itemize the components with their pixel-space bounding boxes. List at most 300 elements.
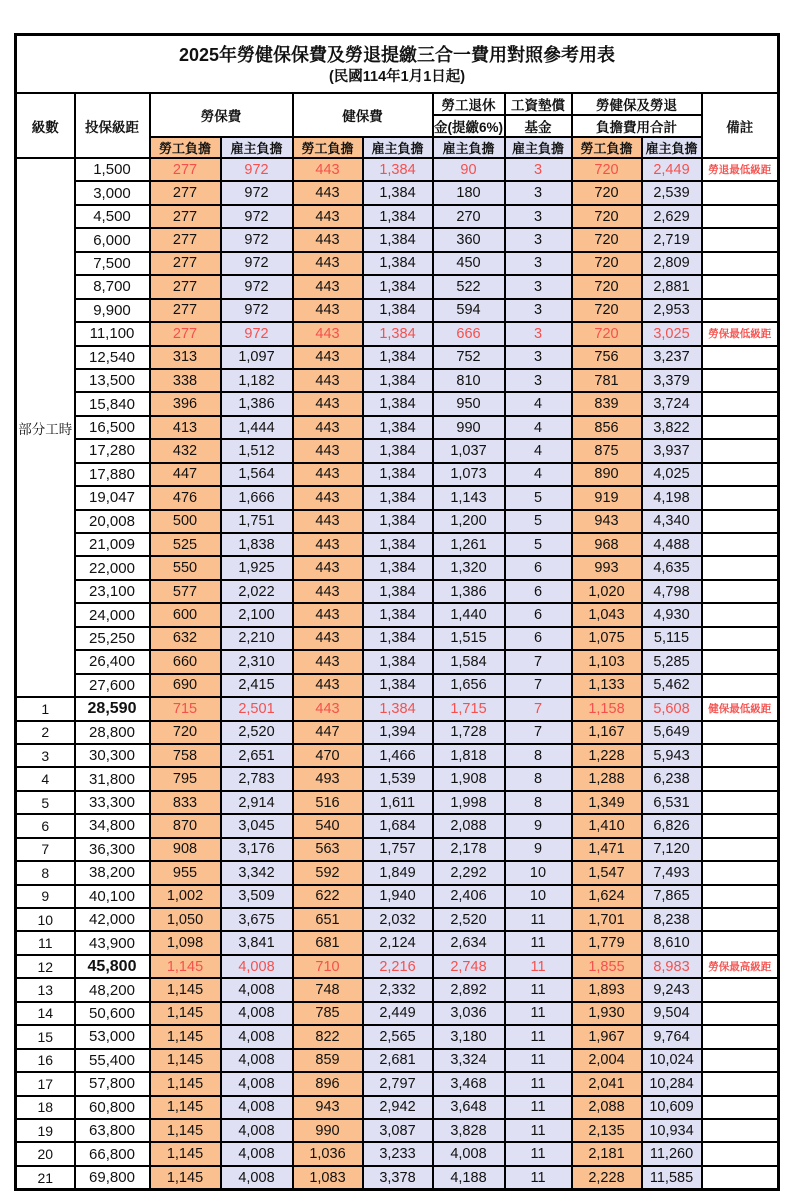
value-cell: 1,384 <box>363 580 433 603</box>
value-cell: 1,384 <box>363 674 433 697</box>
bracket-cell: 33,300 <box>75 791 150 814</box>
value-cell: 1,073 <box>433 463 505 486</box>
remark-cell <box>702 252 779 275</box>
value-cell: 1,386 <box>221 392 293 415</box>
value-cell: 443 <box>293 228 363 251</box>
subheader-health-employee: 勞工負擔 <box>293 137 363 158</box>
remark-cell: 健保最低級距 <box>702 697 779 720</box>
value-cell: 2,088 <box>433 814 505 837</box>
bracket-cell: 69,800 <box>75 1166 150 1190</box>
value-cell: 10,284 <box>642 1072 702 1095</box>
value-cell: 2,953 <box>642 299 702 322</box>
remark-cell <box>702 1072 779 1095</box>
value-cell: 1,564 <box>221 463 293 486</box>
value-cell: 1,288 <box>572 767 642 790</box>
value-cell: 3,036 <box>433 1002 505 1025</box>
value-cell: 1,384 <box>363 650 433 673</box>
value-cell: 720 <box>572 181 642 204</box>
value-cell: 3 <box>505 158 572 181</box>
value-cell: 6 <box>505 627 572 650</box>
subheader-health-employer: 雇主負擔 <box>363 137 433 158</box>
value-cell: 1,384 <box>363 369 433 392</box>
value-cell: 4,635 <box>642 556 702 579</box>
value-cell: 1,384 <box>363 533 433 556</box>
value-cell: 795 <box>150 767 221 790</box>
value-cell: 432 <box>150 439 221 462</box>
level-cell: 8 <box>16 861 75 884</box>
value-cell: 10,609 <box>642 1096 702 1119</box>
bracket-cell: 1,500 <box>75 158 150 181</box>
value-cell: 710 <box>293 955 363 978</box>
value-cell: 443 <box>293 181 363 204</box>
value-cell: 525 <box>150 533 221 556</box>
value-cell: 8,610 <box>642 931 702 954</box>
value-cell: 1,083 <box>293 1166 363 1190</box>
value-cell: 2,539 <box>642 181 702 204</box>
value-cell: 413 <box>150 416 221 439</box>
table-row <box>16 158 779 181</box>
table-row <box>16 510 779 533</box>
col-header-bracket: 投保級距 <box>75 93 150 158</box>
value-cell: 277 <box>150 158 221 181</box>
value-cell: 3,937 <box>642 439 702 462</box>
value-cell: 11 <box>505 1119 572 1142</box>
value-cell: 972 <box>221 275 293 298</box>
value-cell: 2,216 <box>363 955 433 978</box>
value-cell: 7 <box>505 721 572 744</box>
table-row <box>16 814 779 837</box>
value-cell: 1,145 <box>150 1096 221 1119</box>
value-cell: 443 <box>293 299 363 322</box>
bracket-cell: 8,700 <box>75 275 150 298</box>
remark-cell <box>702 1025 779 1048</box>
value-cell: 810 <box>433 369 505 392</box>
header-row-1 <box>16 93 779 115</box>
remark-cell <box>702 275 779 298</box>
value-cell: 1,584 <box>433 650 505 673</box>
value-cell: 1,145 <box>150 1142 221 1165</box>
value-cell: 968 <box>572 533 642 556</box>
value-cell: 476 <box>150 486 221 509</box>
table-body <box>16 158 779 1190</box>
level-cell: 10 <box>16 908 75 931</box>
bracket-cell: 30,300 <box>75 744 150 767</box>
value-cell: 972 <box>221 322 293 345</box>
value-cell: 7 <box>505 697 572 720</box>
value-cell: 9 <box>505 814 572 837</box>
remark-cell: 勞保最高級距 <box>702 955 779 978</box>
value-cell: 4,930 <box>642 603 702 626</box>
bracket-cell: 38,200 <box>75 861 150 884</box>
value-cell: 443 <box>293 158 363 181</box>
remark-cell <box>702 721 779 744</box>
bracket-cell: 34,800 <box>75 814 150 837</box>
value-cell: 4,008 <box>221 1166 293 1190</box>
value-cell: 1,838 <box>221 533 293 556</box>
value-cell: 7 <box>505 674 572 697</box>
value-cell: 1,684 <box>363 814 433 837</box>
value-cell: 11 <box>505 1002 572 1025</box>
value-cell: 443 <box>293 275 363 298</box>
bracket-cell: 11,100 <box>75 322 150 345</box>
table-row <box>16 228 779 251</box>
value-cell: 2,210 <box>221 627 293 650</box>
table-row <box>16 533 779 556</box>
value-cell: 1,075 <box>572 627 642 650</box>
table-row <box>16 1049 779 1072</box>
remark-cell <box>702 533 779 556</box>
level-cell: 9 <box>16 885 75 908</box>
remark-cell <box>702 674 779 697</box>
value-cell: 4,008 <box>221 1025 293 1048</box>
value-cell: 715 <box>150 697 221 720</box>
table-row <box>16 603 779 626</box>
value-cell: 1,043 <box>572 603 642 626</box>
bracket-cell: 48,200 <box>75 978 150 1001</box>
value-cell: 180 <box>433 181 505 204</box>
value-cell: 2,178 <box>433 838 505 861</box>
value-cell: 1,384 <box>363 299 433 322</box>
remark-cell <box>702 486 779 509</box>
value-cell: 1,228 <box>572 744 642 767</box>
value-cell: 470 <box>293 744 363 767</box>
value-cell: 3,822 <box>642 416 702 439</box>
value-cell: 2,310 <box>221 650 293 673</box>
bracket-cell: 21,009 <box>75 533 150 556</box>
value-cell: 3 <box>505 299 572 322</box>
remark-cell <box>702 510 779 533</box>
value-cell: 338 <box>150 369 221 392</box>
value-cell: 3,378 <box>363 1166 433 1190</box>
value-cell: 955 <box>150 861 221 884</box>
value-cell: 1,728 <box>433 721 505 744</box>
value-cell: 1,098 <box>150 931 221 954</box>
table-row <box>16 885 779 908</box>
table-row <box>16 791 779 814</box>
value-cell: 1,145 <box>150 1072 221 1095</box>
level-cell: 20 <box>16 1142 75 1165</box>
bracket-cell: 25,250 <box>75 627 150 650</box>
value-cell: 1,384 <box>363 392 433 415</box>
value-cell: 720 <box>572 205 642 228</box>
value-cell: 990 <box>293 1119 363 1142</box>
value-cell: 993 <box>572 556 642 579</box>
value-cell: 1,471 <box>572 838 642 861</box>
value-cell: 277 <box>150 252 221 275</box>
value-cell: 908 <box>150 838 221 861</box>
bracket-cell: 27,600 <box>75 674 150 697</box>
value-cell: 781 <box>572 369 642 392</box>
value-cell: 600 <box>150 603 221 626</box>
value-cell: 2,748 <box>433 955 505 978</box>
level-cell: 18 <box>16 1096 75 1119</box>
value-cell: 2,892 <box>433 978 505 1001</box>
value-cell: 270 <box>433 205 505 228</box>
remark-cell <box>702 1096 779 1119</box>
bracket-cell: 13,500 <box>75 369 150 392</box>
value-cell: 4,198 <box>642 486 702 509</box>
table-row <box>16 931 779 954</box>
table-row <box>16 1002 779 1025</box>
table-row <box>16 674 779 697</box>
value-cell: 443 <box>293 510 363 533</box>
value-cell: 875 <box>572 439 642 462</box>
value-cell: 4,188 <box>433 1166 505 1190</box>
value-cell: 443 <box>293 533 363 556</box>
value-cell: 3,025 <box>642 322 702 345</box>
table-row <box>16 392 779 415</box>
value-cell: 2,041 <box>572 1072 642 1095</box>
subheader-total-employer: 雇主負擔 <box>642 137 702 158</box>
value-cell: 3 <box>505 181 572 204</box>
value-cell: 443 <box>293 463 363 486</box>
table-title-cell <box>16 35 779 94</box>
value-cell: 2,449 <box>363 1002 433 1025</box>
value-cell: 2,520 <box>433 908 505 931</box>
value-cell: 4,008 <box>221 1096 293 1119</box>
bracket-cell: 28,800 <box>75 721 150 744</box>
table-row <box>16 580 779 603</box>
value-cell: 3,237 <box>642 346 702 369</box>
col-header-pension-line2: 金(提繳6%) <box>433 115 505 137</box>
value-cell: 4,008 <box>221 955 293 978</box>
value-cell: 11,585 <box>642 1166 702 1190</box>
value-cell: 1,967 <box>572 1025 642 1048</box>
table-row <box>16 1096 779 1119</box>
value-cell: 443 <box>293 674 363 697</box>
value-cell: 3,087 <box>363 1119 433 1142</box>
value-cell: 2,629 <box>642 205 702 228</box>
value-cell: 1,386 <box>433 580 505 603</box>
value-cell: 839 <box>572 392 642 415</box>
remark-cell <box>702 556 779 579</box>
bracket-cell: 50,600 <box>75 1002 150 1025</box>
value-cell: 3,675 <box>221 908 293 931</box>
value-cell: 1,384 <box>363 252 433 275</box>
value-cell: 592 <box>293 861 363 884</box>
value-cell: 758 <box>150 744 221 767</box>
value-cell: 1,512 <box>221 439 293 462</box>
bracket-cell: 19,047 <box>75 486 150 509</box>
value-cell: 2,565 <box>363 1025 433 1048</box>
table-row <box>16 346 779 369</box>
bracket-cell: 31,800 <box>75 767 150 790</box>
value-cell: 443 <box>293 416 363 439</box>
level-cell: 11 <box>16 931 75 954</box>
bracket-cell: 17,880 <box>75 463 150 486</box>
value-cell: 943 <box>293 1096 363 1119</box>
value-cell: 1,384 <box>363 463 433 486</box>
value-cell: 3,180 <box>433 1025 505 1048</box>
value-cell: 4 <box>505 392 572 415</box>
value-cell: 2,634 <box>433 931 505 954</box>
value-cell: 990 <box>433 416 505 439</box>
value-cell: 11 <box>505 1142 572 1165</box>
level-cell: 5 <box>16 791 75 814</box>
remark-cell <box>702 299 779 322</box>
level-cell: 12 <box>16 955 75 978</box>
value-cell: 720 <box>572 322 642 345</box>
bracket-cell: 26,400 <box>75 650 150 673</box>
value-cell: 4 <box>505 439 572 462</box>
value-cell: 660 <box>150 650 221 673</box>
value-cell: 11 <box>505 1166 572 1190</box>
table-row <box>16 697 779 720</box>
value-cell: 1,145 <box>150 1049 221 1072</box>
value-cell: 277 <box>150 299 221 322</box>
remark-cell <box>702 838 779 861</box>
value-cell: 11,260 <box>642 1142 702 1165</box>
value-cell: 4,008 <box>433 1142 505 1165</box>
bracket-cell: 12,540 <box>75 346 150 369</box>
level-cell: 7 <box>16 838 75 861</box>
value-cell: 785 <box>293 1002 363 1025</box>
subheader-total-employee: 勞工負擔 <box>572 137 642 158</box>
value-cell: 1,855 <box>572 955 642 978</box>
value-cell: 943 <box>572 510 642 533</box>
value-cell: 6,238 <box>642 767 702 790</box>
value-cell: 720 <box>150 721 221 744</box>
value-cell: 1,751 <box>221 510 293 533</box>
table-row <box>16 767 779 790</box>
value-cell: 2,681 <box>363 1049 433 1072</box>
value-cell: 3,509 <box>221 885 293 908</box>
value-cell: 8 <box>505 767 572 790</box>
remark-cell <box>702 931 779 954</box>
value-cell: 2,797 <box>363 1072 433 1095</box>
value-cell: 360 <box>433 228 505 251</box>
value-cell: 1,050 <box>150 908 221 931</box>
value-cell: 3 <box>505 346 572 369</box>
remark-cell <box>702 1166 779 1190</box>
level-cell: 2 <box>16 721 75 744</box>
value-cell: 313 <box>150 346 221 369</box>
value-cell: 2,004 <box>572 1049 642 1072</box>
value-cell: 443 <box>293 205 363 228</box>
remark-cell <box>702 439 779 462</box>
remark-cell: 勞退最低級距 <box>702 158 779 181</box>
value-cell: 833 <box>150 791 221 814</box>
value-cell: 3 <box>505 205 572 228</box>
value-cell: 856 <box>572 416 642 439</box>
value-cell: 3,648 <box>433 1096 505 1119</box>
bracket-cell: 43,900 <box>75 931 150 954</box>
value-cell: 2,088 <box>572 1096 642 1119</box>
subheader-wage-fund-employer: 雇主負擔 <box>505 137 572 158</box>
value-cell: 9,504 <box>642 1002 702 1025</box>
value-cell: 720 <box>572 158 642 181</box>
value-cell: 563 <box>293 838 363 861</box>
value-cell: 2,651 <box>221 744 293 767</box>
value-cell: 632 <box>150 627 221 650</box>
table-row <box>16 181 779 204</box>
value-cell: 10 <box>505 861 572 884</box>
value-cell: 8,238 <box>642 908 702 931</box>
value-cell: 443 <box>293 369 363 392</box>
value-cell: 11 <box>505 1049 572 1072</box>
value-cell: 11 <box>505 908 572 931</box>
value-cell: 1,002 <box>150 885 221 908</box>
value-cell: 1,145 <box>150 1119 221 1142</box>
value-cell: 1,145 <box>150 1025 221 1048</box>
value-cell: 3,342 <box>221 861 293 884</box>
subheader-labor-employer: 雇主負擔 <box>221 137 293 158</box>
value-cell: 4,025 <box>642 463 702 486</box>
value-cell: 443 <box>293 627 363 650</box>
value-cell: 2,124 <box>363 931 433 954</box>
level-cell: 4 <box>16 767 75 790</box>
bracket-cell: 66,800 <box>75 1142 150 1165</box>
table-row <box>16 1119 779 1142</box>
value-cell: 1,036 <box>293 1142 363 1165</box>
value-cell: 4,488 <box>642 533 702 556</box>
value-cell: 2,181 <box>572 1142 642 1165</box>
value-cell: 7,120 <box>642 838 702 861</box>
value-cell: 4,798 <box>642 580 702 603</box>
bracket-cell: 45,800 <box>75 955 150 978</box>
level-cell: 1 <box>16 697 75 720</box>
value-cell: 277 <box>150 181 221 204</box>
value-cell: 2,881 <box>642 275 702 298</box>
col-header-pension-line1: 勞工退休 <box>433 93 505 115</box>
value-cell: 522 <box>433 275 505 298</box>
bracket-cell: 63,800 <box>75 1119 150 1142</box>
bracket-cell: 28,590 <box>75 697 150 720</box>
col-header-wage-fund-line1: 工資墊償 <box>505 93 572 115</box>
value-cell: 277 <box>150 228 221 251</box>
value-cell: 890 <box>572 463 642 486</box>
value-cell: 3 <box>505 228 572 251</box>
value-cell: 443 <box>293 603 363 626</box>
table-row <box>16 744 779 767</box>
value-cell: 447 <box>293 721 363 744</box>
table-row <box>16 721 779 744</box>
value-cell: 3 <box>505 322 572 345</box>
value-cell: 8 <box>505 791 572 814</box>
value-cell: 2,032 <box>363 908 433 931</box>
remark-cell <box>702 791 779 814</box>
bracket-cell: 3,000 <box>75 181 150 204</box>
value-cell: 2,332 <box>363 978 433 1001</box>
value-cell: 4 <box>505 416 572 439</box>
value-cell: 3,176 <box>221 838 293 861</box>
value-cell: 1,384 <box>363 486 433 509</box>
value-cell: 720 <box>572 228 642 251</box>
premium-reference-table <box>14 33 780 1191</box>
value-cell: 516 <box>293 791 363 814</box>
value-cell: 5 <box>505 533 572 556</box>
bracket-cell: 23,100 <box>75 580 150 603</box>
value-cell: 90 <box>433 158 505 181</box>
bracket-cell: 4,500 <box>75 205 150 228</box>
remark-cell <box>702 346 779 369</box>
value-cell: 5,285 <box>642 650 702 673</box>
level-cell: 6 <box>16 814 75 837</box>
value-cell: 1,893 <box>572 978 642 1001</box>
value-cell: 690 <box>150 674 221 697</box>
value-cell: 1,539 <box>363 767 433 790</box>
value-cell: 972 <box>221 252 293 275</box>
value-cell: 443 <box>293 346 363 369</box>
value-cell: 622 <box>293 885 363 908</box>
value-cell: 1,384 <box>363 275 433 298</box>
value-cell: 9 <box>505 838 572 861</box>
value-cell: 1,103 <box>572 650 642 673</box>
value-cell: 5,649 <box>642 721 702 744</box>
value-cell: 3,324 <box>433 1049 505 1072</box>
value-cell: 1,998 <box>433 791 505 814</box>
value-cell: 950 <box>433 392 505 415</box>
